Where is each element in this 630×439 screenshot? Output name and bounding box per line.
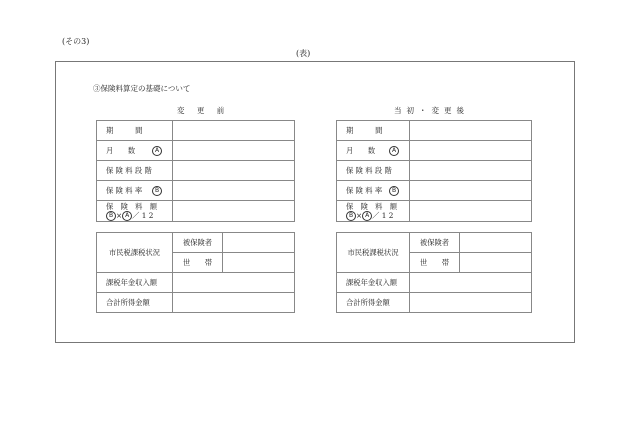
premium-tier-label: 保 険 料 段 階: [97, 161, 173, 181]
total-income-value[interactable]: [410, 293, 532, 313]
pension-income-value[interactable]: [173, 273, 295, 293]
total-income-value[interactable]: [173, 293, 295, 313]
table-row: [97, 273, 295, 293]
premium-amount-label: 保 険 料 額 B × A ／ 1 2: [337, 201, 410, 222]
months-value[interactable]: [173, 141, 295, 161]
table-row: [337, 161, 532, 181]
total-income-label: 合計所得金額: [97, 293, 173, 313]
premium-tier-value[interactable]: [410, 161, 532, 181]
tax-status-label: 市民税課税状況: [337, 233, 410, 273]
table-row: [337, 121, 532, 141]
table-row: [337, 293, 532, 313]
table-row: [337, 181, 532, 201]
premium-rate-value[interactable]: [410, 181, 532, 201]
column-heading-before: 変 更 前: [177, 106, 230, 115]
table-row: [97, 201, 295, 222]
insured-label: 被保険者: [173, 233, 223, 253]
period-label: 期 間: [97, 121, 173, 141]
before-income-table: [96, 232, 295, 313]
insured-label: 被保険者: [410, 233, 460, 253]
months-label: 月 数 A: [97, 141, 173, 161]
months-value[interactable]: [410, 141, 532, 161]
before-premium-table: [96, 120, 295, 222]
table-row: [337, 141, 532, 161]
premium-rate-label: 保 険 料 率 B: [97, 181, 173, 201]
after-premium-table: [336, 120, 532, 222]
table-row: [97, 293, 295, 313]
household-label: 世 帯: [173, 253, 223, 273]
premium-amount-label: 保 険 料 額 B × A ／ 1 2: [97, 201, 173, 222]
household-value[interactable]: [460, 253, 532, 273]
table-row: [97, 161, 295, 181]
table-row: [337, 273, 532, 293]
column-heading-after: 当初・変更後: [394, 106, 469, 115]
premium-tier-label: 保 険 料 段 階: [337, 161, 410, 181]
table-kind-label: (表): [296, 49, 311, 58]
months-label: 月 数 A: [337, 141, 410, 161]
after-income-table: [336, 232, 532, 313]
table-row: [337, 233, 532, 253]
household-label: 世 帯: [410, 253, 460, 273]
total-income-label: 合計所得金額: [337, 293, 410, 313]
pension-income-label: 課税年金収入額: [97, 273, 173, 293]
table-row: [97, 181, 295, 201]
pension-income-value[interactable]: [410, 273, 532, 293]
table-row: [97, 121, 295, 141]
period-value[interactable]: [410, 121, 532, 141]
premium-tier-value[interactable]: [173, 161, 295, 181]
period-value[interactable]: [173, 121, 295, 141]
pension-income-label: 課税年金収入額: [337, 273, 410, 293]
insured-value[interactable]: [223, 233, 295, 253]
insured-value[interactable]: [460, 233, 532, 253]
period-label: 期 間: [337, 121, 410, 141]
table-row: [337, 201, 532, 222]
premium-amount-value[interactable]: [173, 201, 295, 222]
premium-rate-value[interactable]: [173, 181, 295, 201]
tax-status-label: 市民税課税状況: [97, 233, 173, 273]
table-row: [97, 141, 295, 161]
section-title: ③保険料算定の基礎について: [93, 84, 191, 93]
household-value[interactable]: [223, 253, 295, 273]
premium-rate-label: 保 険 料 率 B: [337, 181, 410, 201]
premium-amount-value[interactable]: [410, 201, 532, 222]
page-label: (その3): [62, 37, 90, 46]
table-row: [97, 233, 295, 253]
